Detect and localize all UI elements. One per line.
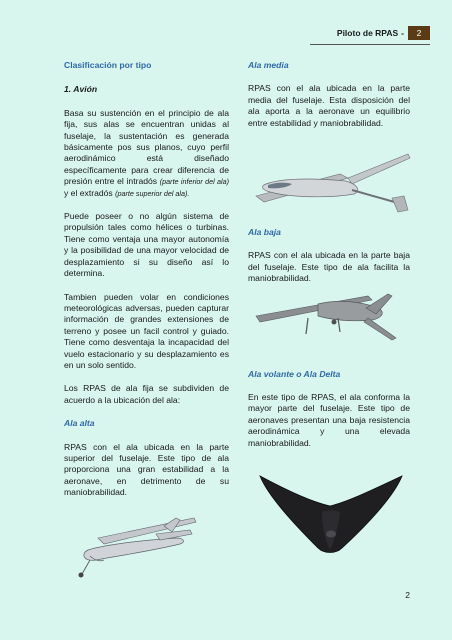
- paragraph-ala-alta: RPAS con el ala ubicada en la parte superior del fuselaje. Este tipo de ala proporciona una gran estabilidad a la aeronave, en detrimento de su maniobrabilidad.: [64, 441, 229, 498]
- left-column: [64, 60, 229, 499]
- heading-ala-delta: Ala volante o Ala Delta: [248, 368, 341, 379]
- paragraph-subdivision: Los RPAS de ala fija se subdividen de acuerdo a la ubicación del ala:: [64, 383, 229, 405]
- ala-baja-drone-image: [248, 288, 413, 354]
- heading-ala-alta: Ala alta: [64, 418, 95, 429]
- heading-ala-media: Ala media: [248, 60, 289, 70]
- page-badge: 2: [408, 26, 430, 40]
- paragraph-condiciones: Tambien pueden volar en condiciones meteorológicas adversas, pueden capturar información de grandes extensiones de terreno y posee un facil control y guiado. Tiene como desventaja la incapacidad del vuelo estacionario y su desplazamiento es en un solo sentido.: [64, 291, 229, 370]
- paragraph-ala-baja: RPAS con el ala ubicada en la parte baja del fuselaje. Este tipo de ala facilita la maniobrabilidad.: [248, 250, 410, 284]
- ala-alta-drone-image: [68, 512, 198, 584]
- paragraph-ala-delta: En este tipo de RPAS, el ala conforma la mayor parte del fuselaje. Este tipo de aeronaves presentan una baja resistencia aerodinámica y una elevada maniobrabilidad.: [248, 392, 410, 448]
- right-column: [248, 60, 410, 449]
- page-header: [337, 26, 430, 40]
- header-dash: -: [401, 28, 404, 38]
- page-number: 2: [405, 590, 410, 600]
- paragraph-propulsion: Puede poseer o no algún sistema de propulsión tales como hélices o turbinas. Tiene como ventaja una mayor autonomía y la posibilidad de una mayor velocidad de desplazamiento si su diseño así lo determina.: [64, 211, 229, 279]
- ala-media-drone-image: [252, 148, 412, 223]
- heading-ala-baja: Ala baja: [248, 227, 281, 238]
- paragraph-sustencion: Basa su sustención en el principio de ala fija, sus alas se encuentran unidas al fuselaje, la sustentación es generada básicamente pos sus planos, cuyo perfil aerodinámico está diseñado específicamente para crear diferencia de presión entre el intradós (parte inferior del ala) y el extradós (parte superior del ala).: [64, 107, 229, 198]
- list-item-avion: 1. Avión: [64, 84, 98, 95]
- ala-delta-drone-image: [256, 472, 406, 564]
- section-heading: Clasificación por tipo: [64, 60, 152, 70]
- header-title: Piloto de RPAS: [336, 28, 399, 38]
- paragraph-ala-media: RPAS con el ala ubicada en la parte media del fuselaje. Esta disposición del ala aporta a la aeronave un equilibrio entre estabilidad y maniobrabilidad.: [248, 83, 410, 128]
- header-divider: [310, 44, 430, 45]
